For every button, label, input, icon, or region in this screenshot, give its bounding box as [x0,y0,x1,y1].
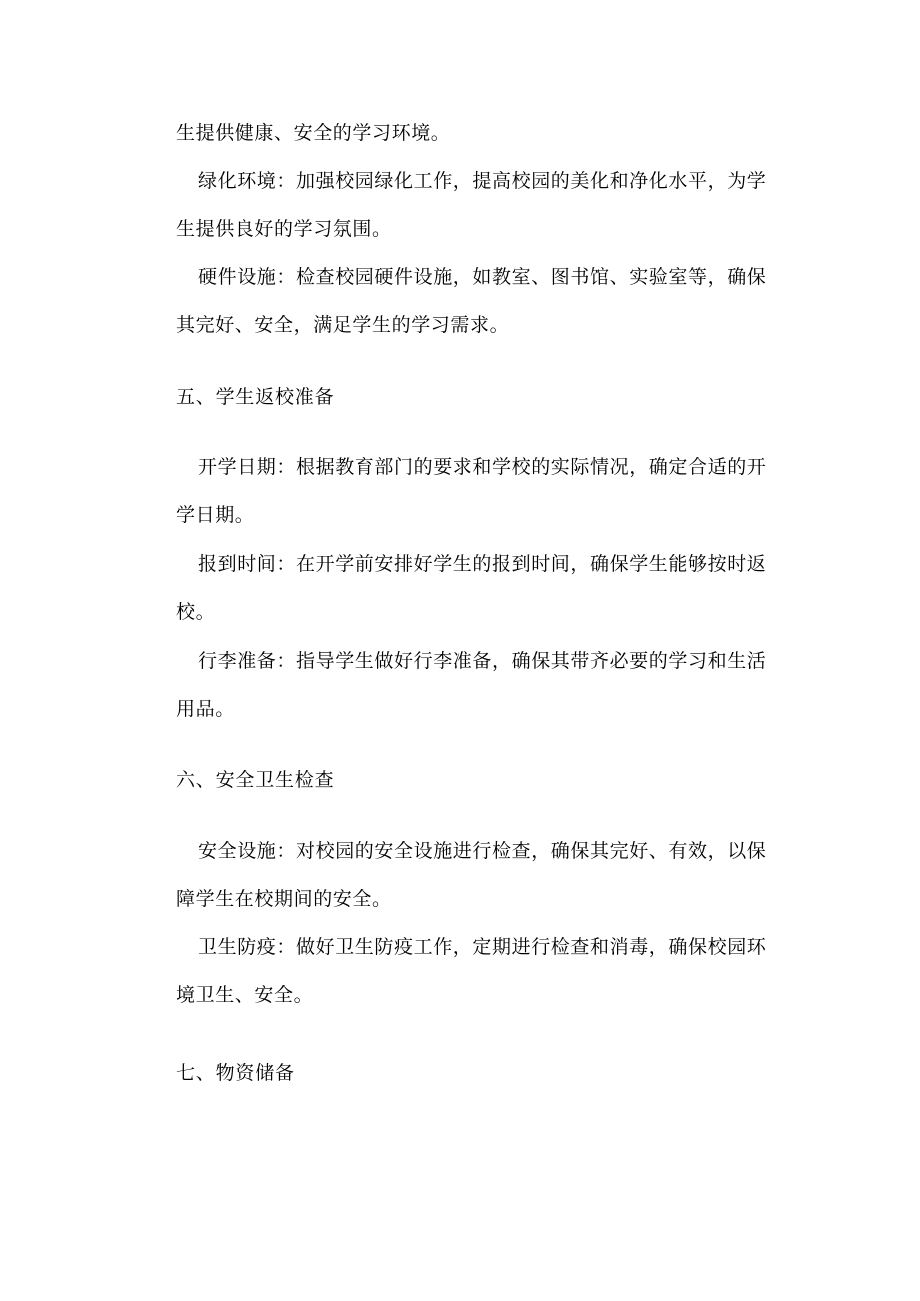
paragraph-line: 行李准备：指导学生做好行李准备，确保其带齐必要的学习和生活 [198,650,767,672]
section-heading: 七、物资储备 [176,1062,295,1084]
paragraph-line: 卫生防疫：做好卫生防疫工作，定期进行检查和消毒，确保校园环 [198,936,767,958]
paragraph-line: 障学生在校期间的安全。 [176,888,392,910]
paragraph-line: 安全设施：对校园的安全设施进行检查，确保其完好、有效，以保 [198,840,767,862]
paragraph-line: 硬件设施：检查校园硬件设施，如教室、图书馆、实验室等，确保 [198,266,767,288]
paragraph-line: 其完好、安全，满足学生的学习需求。 [176,314,510,336]
section-heading: 五、学生返校准备 [176,386,335,408]
section-heading: 六、安全卫生检查 [176,769,335,791]
paragraph-line: 学日期。 [176,504,255,526]
paragraph-line: 生提供健康、安全的学习环境。 [176,122,451,144]
paragraph-line: 生提供良好的学习氛围。 [176,218,392,240]
paragraph-line: 开学日期：根据教育部门的要求和学校的实际情况，确定合适的开 [198,456,767,478]
paragraph-line: 校。 [176,601,216,623]
paragraph-line: 绿化环境：加强校园绿化工作，提高校园的美化和净化水平，为学 [198,170,767,192]
paragraph-line: 用品。 [176,698,235,720]
paragraph-line: 境卫生、安全。 [176,984,314,1006]
paragraph-line: 报到时间：在开学前安排好学生的报到时间，确保学生能够按时返 [198,553,767,575]
